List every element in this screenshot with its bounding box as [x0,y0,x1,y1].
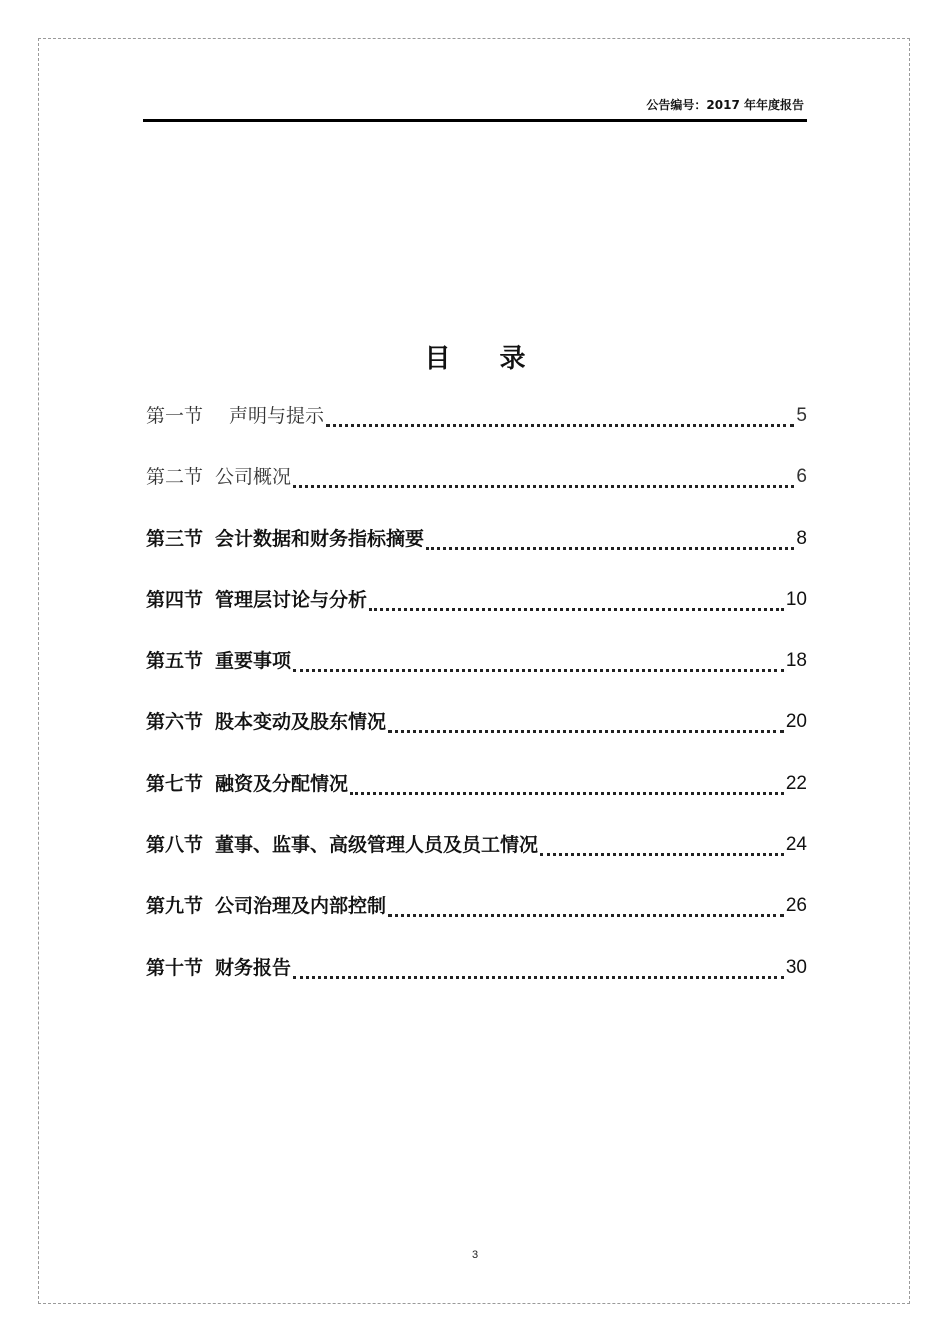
toc-entry-title: 声明与提示 [229,405,325,427]
toc-entry-title: 管理层讨论与分析 [215,588,368,611]
toc-entry-page: 20 [785,711,807,733]
toc-entry-page: 10 [785,588,807,610]
toc-dot-leader [326,398,794,427]
toc-dot-leader [388,888,784,917]
toc-entry-title: 董事、监事、高级管理人员及员工情况 [215,834,539,857]
toc-entry-number: 第一节 [146,405,204,427]
toc-entry-title: 股本变动及股东情况 [215,711,387,734]
toc-entry-number: 第十节 [146,956,204,979]
toc-entry-title: 财务报告 [215,956,292,979]
toc-dot-leader [293,643,784,672]
toc-entry-page: 26 [785,895,807,917]
toc-entry-4[interactable] [146,582,807,643]
toc-list [146,398,807,1011]
toc-entry-page: 8 [796,527,807,549]
toc-entry-page: 6 [796,466,807,488]
toc-dot-leader [350,766,784,795]
toc-entry-title: 公司概况 [215,466,292,489]
toc-entry-7[interactable] [146,766,807,827]
toc-entry-number: 第二节 [146,466,204,489]
toc-entry-page: 30 [785,956,807,978]
header-rule [143,119,807,122]
toc-entry-1[interactable] [146,398,807,459]
toc-entry-5[interactable] [146,643,807,704]
toc-entry-number: 第四节 [146,588,204,611]
toc-entry-title: 公司治理及内部控制 [215,895,387,918]
toc-entry-title: 会计数据和财务指标摘要 [215,527,425,550]
toc-entry-number: 第七节 [146,772,204,795]
toc-dot-leader [369,582,784,611]
toc-entry-page: 22 [785,772,807,794]
header-title: 公告编号：2017 年年度报告 [646,98,804,112]
toc-dot-leader [293,950,784,979]
toc-entry-10[interactable] [146,950,807,1011]
page-number: 3 [471,1249,479,1261]
toc-entry-page: 24 [785,834,807,856]
toc-entry-page: 18 [785,650,807,672]
toc-entry-title: 重要事项 [215,650,292,673]
toc-entry-8[interactable] [146,827,807,888]
toc-dot-leader [293,459,794,488]
toc-entry-number: 第三节 [146,527,204,550]
toc-entry-number: 第五节 [146,650,204,673]
toc-entry-number: 第八节 [146,834,204,857]
toc-title: 目 录 [424,344,546,374]
toc-entry-9[interactable] [146,888,807,949]
toc-entry-3[interactable] [146,521,807,582]
toc-entry-page: 5 [796,405,807,426]
toc-entry-title: 融资及分配情况 [215,772,349,795]
toc-entry-number: 第九节 [146,895,204,918]
toc-entry-2[interactable] [146,459,807,520]
toc-dot-leader [388,704,784,733]
toc-entry-6[interactable] [146,704,807,765]
toc-entry-number: 第六节 [146,711,204,734]
toc-dot-leader [540,827,784,856]
toc-dot-leader [426,521,794,550]
